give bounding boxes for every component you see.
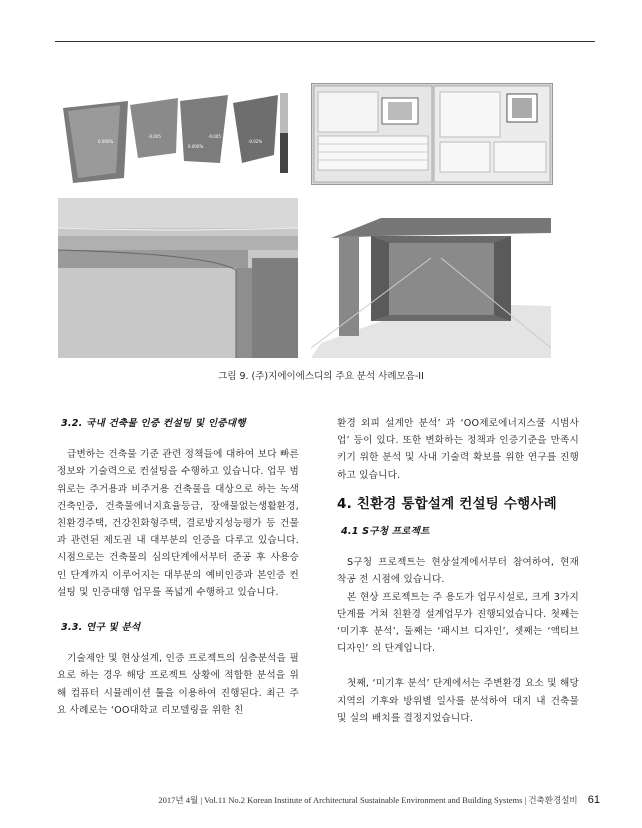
paragraph: 환경 외피 설계안 분석’ 과 ‘OO제로에너지스쿨 시범사업’ 등이 있다. 또한 변화하는 정책과 인증기준을 만족시키기 위한 분석 및 사내 기술력 확보를 위한 연구를 진행하고 있습니다. (337, 418, 579, 481)
left-column (57, 415, 299, 719)
subsection-heading-4-1: 4.1 S구청 프로젝트 (341, 526, 430, 538)
panel-label: 0.000% (188, 144, 204, 149)
page-number: 61 (587, 794, 600, 806)
paragraph: 첫째, ‘미기후 분석’ 단계에서는 주변환경 요소 및 해당 지역의 기후와 방위별 일사를 분석하여 대지 내 건축물 및 실의 배치를 결정지었습니다. (337, 678, 579, 724)
panel-label: -0.005 (148, 134, 161, 139)
paragraph: 급변하는 건축물 기준 관련 정책들에 대하여 보다 빠른 정보와 기술력으로 컨설팅을 수행하고 있습니다. 업무 범위로는 주거용과 비주거용 건축물을 대상으로 하는 녹색건축인증, 건축물에너지효율등급, 장애물없는생활환경, 친환경주택, 건강친화형주택, 결로방지성능평가 등 건물과 관련된 제도권 내 대부분의 인증을 다루고 있습니다. 시점으로는 건축물의 심의단계에서부터 준공 후 사용승인 단계까지 이루어지는 대부분의 예비인증과 본인증 컨설팅 및 인증대행 업무를 폭넓게 수행하고 있습니다. (57, 449, 299, 598)
footer-org: Korean Institute of Architectural Sustainable Environment and Building Systems | 건축환경설비 (247, 795, 578, 805)
footer-issue: 2017년 4월 | Vol.11 No.2 (158, 795, 246, 805)
panel-label: -0.02% (248, 139, 263, 144)
right-column (337, 415, 579, 727)
paragraph: S구청 프로젝트는 현상설계에서부터 참여하여, 현재 착공 전 시점에 있습니다. (337, 557, 579, 586)
panel-label: -0.005 (208, 134, 221, 139)
subsection-heading-3-2: 3.2. 국내 건축물 인증 컨설팅 및 인증대행 (61, 418, 246, 429)
figure-panel-software-ui (311, 83, 553, 185)
page-footer (0, 794, 600, 806)
subsection-heading-3-3: 3.3. 연구 및 분석 (61, 622, 141, 634)
figure-panel-thermal-bridge (58, 198, 298, 358)
section-heading-4: 4. 친환경 통합설계 컨설팅 수행사례 (337, 495, 557, 512)
figure-panel-thermal-sections (58, 83, 298, 193)
paragraph: 기술제안 및 현상설계, 인증 프로젝트의 심층분석을 필요로 하는 경우 해당 프로젝트 상황에 적합한 분석을 위해 컴퓨터 시뮬레이션 툴을 이용하여 진행된다. 최근 주요 사례로는 ‘OO대학교 리모델링을 위한 친 (57, 653, 299, 716)
panel-label: 0.000% (98, 139, 114, 144)
paragraph: 본 현상 프로젝트는 주 용도가 업무시설로, 크게 3가지 단계를 거쳐 친환경 설계업무가 진행되었습니다. 첫째는 ‘미기후 분석’, 둘째는 ‘패시브 디자인’, 셋째는 ‘액티브 디자인’ 의 단계입니다. (337, 591, 579, 655)
top-rule (55, 41, 595, 42)
figure-caption: 그림 9. (주)지에이에스디의 주요 분석 사례모음-II (218, 371, 424, 382)
figure-panel-3d-room (311, 198, 551, 358)
